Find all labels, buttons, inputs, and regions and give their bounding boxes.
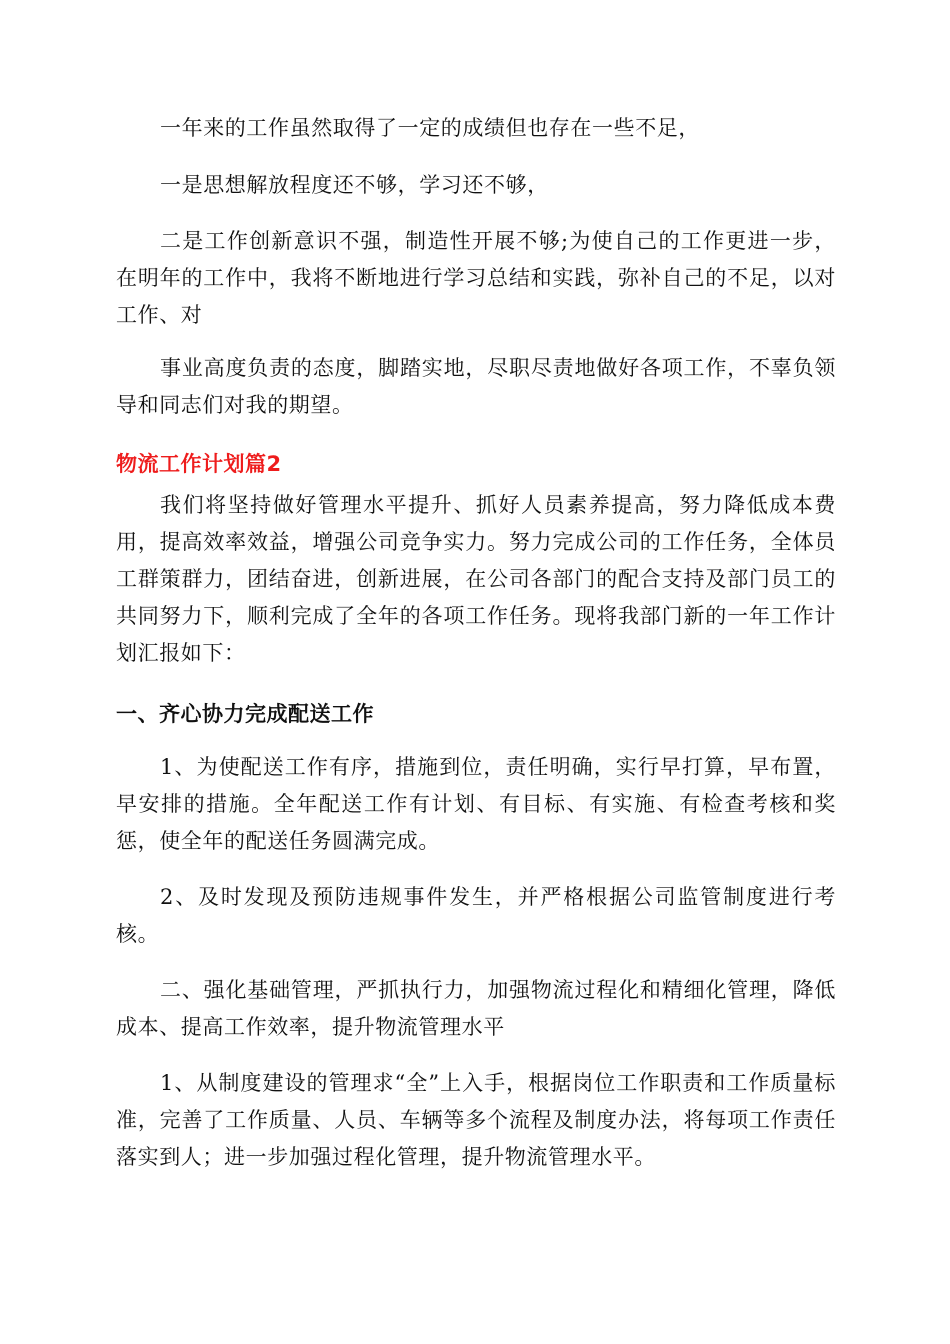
paragraph-shortcoming-one: 一是思想解放程度还不够，学习还不够， <box>160 173 549 197</box>
paragraph-shortcomings-intro: 一年来的工作虽然取得了一定的成绩但也存在一些不足， <box>160 116 700 140</box>
paragraph-plan-intro: 我们将坚持做好管理水平提升、抓好人员素养提高，努力降低成本费用，提高效率效益，增强公司竞争实力。努力完成公司的工作任务，全体员工群策群力，团结奋进，创新进展，在公司各部门的配合支持及部门员工的共同努力下，顺利完成了全年的各项工作任务。现将我部门新的一年工作计划汇报如下： <box>116 493 836 665</box>
paragraph-system-building: 1、从制度建设的管理求“全”上入手，根据岗位工作职责和工作质量标准，完善了工作质量、人员、车辆等多个流程及制度办法，将每项工作责任落实到人；进一步加强过程化管理，提升物流管理水平。 <box>116 1071 836 1169</box>
heading-delivery-work: 一、齐心协力完成配送工作 <box>116 702 374 726</box>
paragraph-shortcoming-two: 二是工作创新意识不强，制造性开展不够;为使自己的工作更进一步，在明年的工作中，我将不断地进行学习总结和实践，弥补自己的不足，以对工作、对 <box>116 229 836 327</box>
paragraph-basic-management: 二、强化基础管理，严抓执行力，加强物流过程化和精细化管理，降低成本、提高工作效率，提升物流管理水平 <box>116 978 836 1039</box>
paragraph-delivery-item-2: 2、及时发现及预防违规事件发生，并严格根据公司监管制度进行考核。 <box>116 885 836 946</box>
paragraph-delivery-item-1: 1、为使配送工作有序，措施到位，责任明确，实行早打算，早布置，早安排的措施。全年配送工作有计划、有目标、有实施、有检查考核和奖惩，使全年的配送任务圆满完成。 <box>116 755 836 853</box>
section-title: 物流工作计划篇2 <box>116 452 282 476</box>
paragraph-commitment: 事业高度负责的态度，脚踏实地，尽职尽责地做好各项工作，不辜负领导和同志们对我的期望。 <box>116 356 836 417</box>
